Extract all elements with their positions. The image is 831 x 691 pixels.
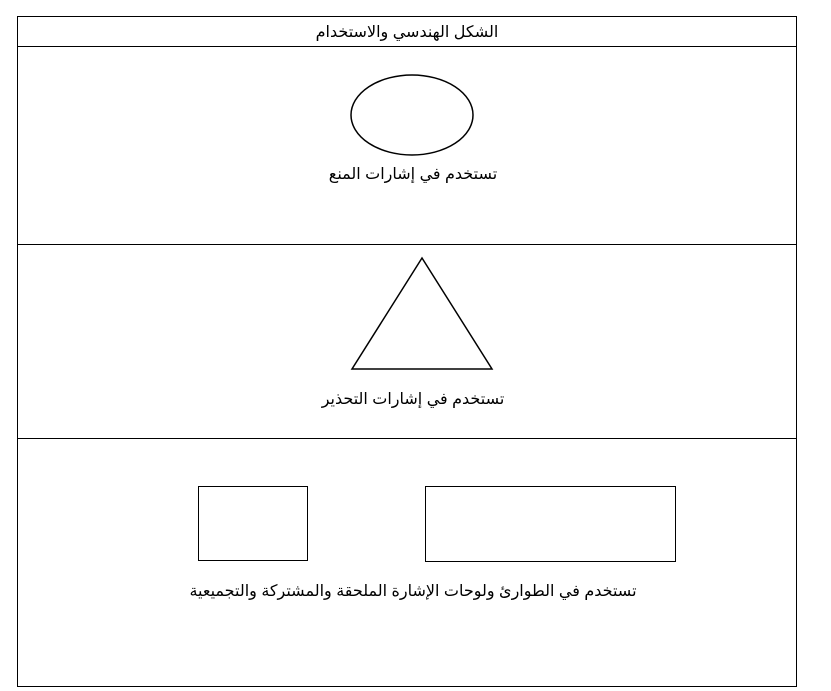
table-row-emergency	[18, 439, 796, 688]
row-caption: تستخدم في إشارات المنع	[328, 166, 498, 183]
table-header: الشكل الهندسي والاستخدام	[315, 24, 499, 41]
row-caption: تستخدم في الطوارئ ولوحات الإشارة الملحقة والمشتركة والتجميعية	[189, 583, 637, 600]
ellipse-icon	[349, 73, 475, 157]
row-caption: تستخدم في إشارات التحذير	[321, 391, 505, 408]
rectangle-icon	[425, 486, 676, 562]
table-header-row	[18, 17, 796, 47]
shapes-table	[17, 16, 797, 687]
triangle-icon	[350, 257, 494, 371]
table-row-prohibition	[18, 47, 796, 245]
rectangle-icon	[198, 486, 308, 561]
table-row-warning	[18, 245, 796, 439]
